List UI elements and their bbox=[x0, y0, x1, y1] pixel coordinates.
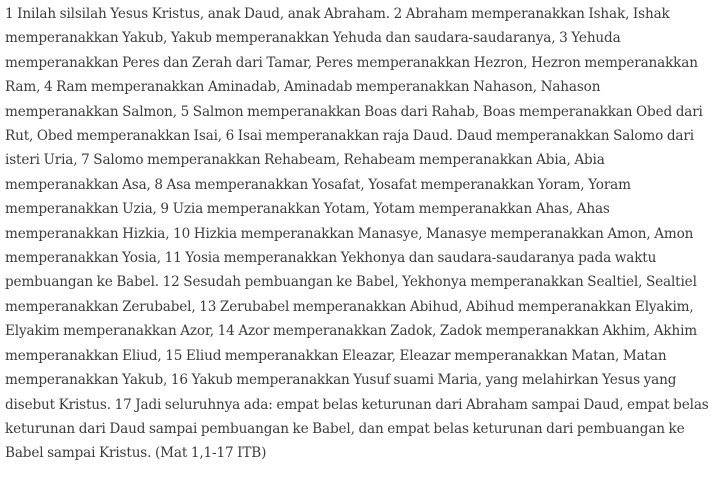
verse-8: 8 Asa memperanakkan Yosafat, Yosafat memperanakkan Yoram, Yoram memperanakkan Uzia, bbox=[5, 176, 631, 218]
verse-1: 1 Inilah silsilah Yesus Kristus, anak Daud, anak Abraham. bbox=[5, 6, 390, 22]
verse-10: 10 Hizkia memperanakkan Manasye, Manasye memperanakkan Amon, Amon memperanakkan Yosia, bbox=[5, 225, 694, 267]
verse-11: 11 Yosia memperanakkan Yekhonya dan saudara-saudaranya pada waktu pembuangan ke Babel. bbox=[5, 250, 657, 291]
verse-6: 6 Isai memperanakkan raja Daud. Daud memperanakkan Salomo dari isteri Uria, bbox=[5, 128, 694, 169]
scripture-reference: (Mat 1,1-17 ITB) bbox=[154, 445, 267, 462]
verse-16: 16 Yakub memperanakkan Yusuf suami Maria, yang melahirkan Yesus yang disebut Kristus. bbox=[5, 372, 677, 413]
verse-2: 2 Abraham memperanakkan Ishak, Ishak memperanakkan Yakub, Yakub memperanakkan Yehuda dan saudara-saudaranya, bbox=[5, 6, 670, 47]
verse-14: 14 Azor memperanakkan Zadok, Zadok memperanakkan Akhim, Akhim memperanakkan Eliud, bbox=[5, 323, 698, 364]
scripture-passage bbox=[5, 2, 716, 466]
verse-17: 17 Jadi seluruhnya ada: empat belas keturunan dari Abraham sampai Daud, empat belas keturunan dari Daud sampai pembuangan ke Babel, dan empat belas keturunan dari pembuangan ke Babel sampai Kristus. bbox=[5, 396, 709, 462]
verse-7: 7 Salomo memperanakkan Rehabeam, Rehabeam memperanakkan Abia, Abia memperanakkan Asa, bbox=[5, 152, 605, 193]
verse-9: 9 Uzia memperanakkan Yotam, Yotam memperanakkan Ahas, Ahas memperanakkan Hizkia, bbox=[5, 201, 610, 242]
verse-13: 13 Zerubabel memperanakkan Abihud, Abihud memperanakkan Elyakim, Elyakim memperanakkan Azor, bbox=[5, 298, 694, 340]
verse-4: 4 Ram memperanakkan Aminadab, Aminadab memperanakkan Nahason, Nahason memperanakkan Salmon, bbox=[5, 79, 601, 120]
verse-12: 12 Sesudah pembuangan ke Babel, Yekhonya memperanakkan Sealtiel, Sealtiel memperanakkan Zerubabel, bbox=[5, 274, 697, 315]
verse-15: 15 Eliud memperanakkan Eleazar, Eleazar memperanakkan Matan, Matan memperanakkan Yakub, bbox=[5, 347, 667, 389]
verse-5: 5 Salmon memperanakkan Boas dari Rahab, Boas memperanakkan Obed dari Rut, Obed memperanakkan Isai, bbox=[5, 103, 703, 145]
verse-3: 3 Yehuda memperanakkan Peres dan Zerah dari Tamar, Peres memperanakkan Hezron, Hezron memperanakkan Ram, bbox=[5, 30, 698, 96]
